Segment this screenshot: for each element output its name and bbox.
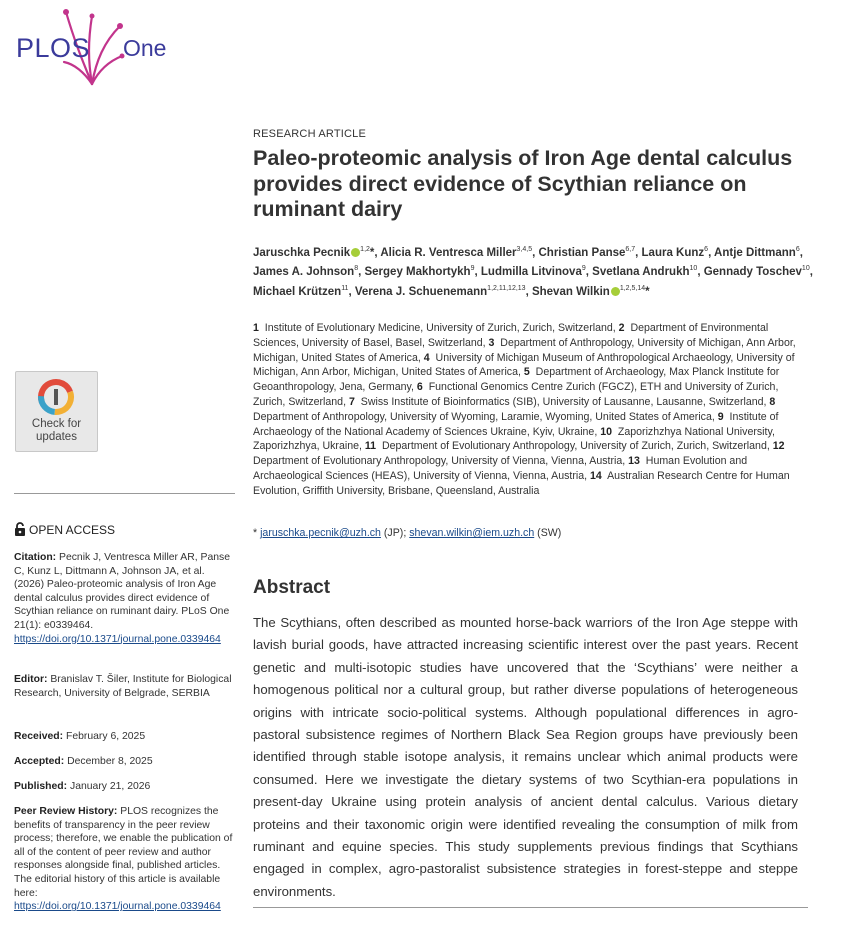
plos-one-logo: [14, 6, 189, 88]
accepted-date: Accepted: December 8, 2025: [14, 756, 153, 767]
affiliation-text: Swiss Institute of Bioinformatics (SIB), University of Lausanne, Lausanne, Switzerland,: [354, 395, 770, 408]
check-label-2: updates: [36, 431, 77, 443]
author-name: Svetlana Andrukh$^{10}$: [592, 265, 698, 279]
email-link-jp[interactable]: jaruschka.pecnik@uzh.ch: [260, 527, 381, 539]
citation-block: Citation: Pecnik J, Ventresca Miller AR, Panse C, Kunz L, Dittmann A, Johnson JA, et al. (2026) Paleo-proteomic analysis of Iron Age dental calculus provides direct evidence of Scythian reliance on ruminant dairy. PLoS One 21(1): e0339464. https://doi.org/10.1371/journal.pone.0339464: [14, 552, 230, 645]
editor-block: Editor: Branislav T. Šiler, Institute for Biological Research, University of Belgrade, SERBIA: [14, 674, 232, 699]
open-lock-icon: [14, 522, 26, 536]
affiliation-text: Australian Research Centre for Human Evolution, Griffith University, Brisbane, Queensland, Australia: [253, 469, 790, 497]
article-title: Paleo-proteomic analysis of Iron Age dental calculus provides direct evidence of Scythian reliance on ruminant dairy: [253, 146, 793, 222]
journal-name: One: [123, 35, 167, 61]
published-date: Published: January 21, 2026: [14, 781, 151, 792]
affiliation-number: 4: [423, 351, 430, 364]
affiliation-text: Department of Anthropology, University of Michigan, Ann Arbor, Michigan, United States of America,: [253, 336, 796, 364]
affiliation-text: Department of Environmental Sciences, University of Basel, Basel, Switzerland,: [253, 322, 769, 349]
orcid-icon[interactable]: [611, 287, 620, 296]
affiliation-number: 5: [523, 366, 530, 379]
peer-review-doi-link[interactable]: https://doi.org/10.1371/journal.pone.0339464: [14, 901, 221, 913]
page-divider: [253, 907, 808, 908]
check-label-1: Check for: [31, 418, 82, 430]
author-name: Verena J. Schuenemann$^{1,2,11,12,13}$: [354, 284, 526, 298]
author-name: Antje Dittmann$^6$: [714, 246, 800, 259]
correspondence: * jaruschka.pecnik@uzh.ch (JP); shevan.wilkin@iem.uzh.ch (SW): [253, 527, 562, 539]
affiliation-text: Department of Anthropology, University of Wyoming, Laramie, Wyoming, United States of America,: [253, 395, 779, 423]
open-access-label: OPEN ACCESS: [14, 522, 115, 537]
article-type: RESEARCH ARTICLE: [253, 128, 367, 140]
check-for-updates-button[interactable]: [15, 371, 98, 452]
abstract-text: The Scythians, often described as mounted horse-back warriors of the Iron Age steppe with lavish burial goods, have attracted increasing scientific interest over the past years. Recent genetic and multi-isotopic studies have uncovered that the ‘Scythians’ were neither a homogenous political nor a cultural group, but rather diverse populations of heterogeneous origins with intricate socio-political systems. Although populational differences in agro-pastoral subsistence regimes of Northern Black Sea Region groups have previously been identified through stable isotope analysis, it remains unclear which animal products were consumed. Here we investigate the dietary systems of two Scythian-era populations in present-day Ukraine using protein analysis of ancient dental calculus. Various dietary proteins and their taxonomic origin were identified revealing the consumption of milk from ruminant and equine species. This study supplements previous findings that Scythians engaged in complex, agro-pastoralist subsistence strategies in forest-steppe and steppe environments.: [253, 615, 798, 899]
author-name: Laura Kunz$^6$: [641, 246, 709, 259]
author-name: Jaruschka Pecnik $^{1,2}$*: [253, 246, 375, 259]
affiliations: [253, 321, 813, 499]
plos-wordmark: PLOS: [16, 33, 91, 63]
affiliation-number: 8: [769, 395, 776, 408]
affiliation-text: Institute of Archaeology of the National Academy of Sciences Ukraine, Kyiv, Ukraine,: [253, 410, 779, 438]
affiliation-text: Department of Archaeology, Max Planck Institute for Geoanthropology, Jena, Germany,: [253, 366, 780, 394]
author-name: Alicia R. Ventresca Miller$^{3,4,5}$: [380, 246, 533, 259]
affiliation-number: 12: [772, 440, 785, 453]
affiliation-text: Zaporizhzhya National University, Zaporizhzhya, Ukraine,: [253, 425, 775, 453]
affiliation-text: Functional Genomics Centre Zurich (FGCZ), ETH and University of Zurich, Zurich, Switzerland,: [253, 381, 779, 408]
affiliation-number: 14: [590, 469, 602, 482]
affiliation-number: 6: [416, 381, 423, 394]
citation-doi-link[interactable]: https://doi.org/10.1371/journal.pone.0339464: [14, 633, 221, 645]
affiliation-text: University of Michigan Museum of Anthropological Archaeology, University of Michigan, Ann Arbor, Michigan, United States of America,: [253, 351, 795, 379]
affiliation-number: 10: [600, 425, 613, 438]
author-name: Gennady Toschev$^{10}$: [703, 265, 810, 279]
affiliation-text: Institute of Evolutionary Medicine, University of Zurich, Zurich, Switzerland,: [258, 322, 619, 334]
crossmark-icon: [37, 378, 75, 416]
affiliation-number: 9: [717, 410, 724, 423]
affiliation-number: 3: [488, 336, 495, 349]
received-date: Received: February 6, 2025: [14, 731, 146, 742]
sidebar-divider: [14, 493, 235, 494]
author-name: Shevan Wilkin $^{1,2,5,14}$*: [531, 284, 650, 298]
affiliation-text: Department of Evolutionary Anthropology, University of Zurich, Zurich, Switzerland,: [376, 440, 773, 453]
orcid-icon[interactable]: [351, 248, 360, 257]
affiliation-number: 11: [364, 440, 377, 453]
peer-review-block: Peer Review History: PLOS recognizes the benefits of transparency in the peer review process; therefore, we enable the publication of all of the content of peer review and author responses alongside final, published articles. The editorial history of this article is available here: https://doi.org/10.1371/journal.pone.0339464: [14, 806, 233, 913]
abstract-heading: Abstract: [253, 577, 331, 598]
author-list: Jaruschka Pecnik $^{1,2}$*, Alicia R. Ventresca Miller$^{3,4,5}$, Christian Panse$^{6,7}$, Laura Kunz$^6$, Antje Dittmann$^6$, James A. Johnson$^8$, Sergey Makhortykh$^9$, Ludmilla Litvinova$^9$, Svetlana Andrukh$^{10}$, Gennady Toschev$^{10}$, Michael Krützen$^{11}$, Verena J. Schuenemann$^{1,2,11,12,13}$, Shevan Wilkin $^{1,2,5,14}$*: [253, 246, 813, 298]
author-name: Michael Krützen$^{11}$: [253, 284, 349, 298]
author-name: Ludmilla Litvinova$^9$: [480, 265, 586, 279]
author-name: Christian Panse$^{6,7}$: [538, 246, 636, 259]
affiliation-number: 1: [253, 322, 259, 334]
affiliation-number: 2: [618, 322, 625, 334]
author-name: James A. Johnson$^8$: [253, 265, 359, 279]
affiliation-text: Department of Evolutionary Anthropology, University of Vienna, Vienna, Austria,: [253, 440, 788, 468]
email-link-sw[interactable]: shevan.wilkin@iem.uzh.ch: [409, 527, 535, 539]
author-name: Sergey Makhortykh$^9$: [364, 265, 475, 279]
affiliation-number: 13: [628, 455, 640, 468]
affiliation-number: 7: [348, 395, 355, 408]
affiliation-text: Human Evolution and Archaeological Sciences (HEAS), University of Vienna, Vienna, Austria,: [253, 455, 748, 482]
